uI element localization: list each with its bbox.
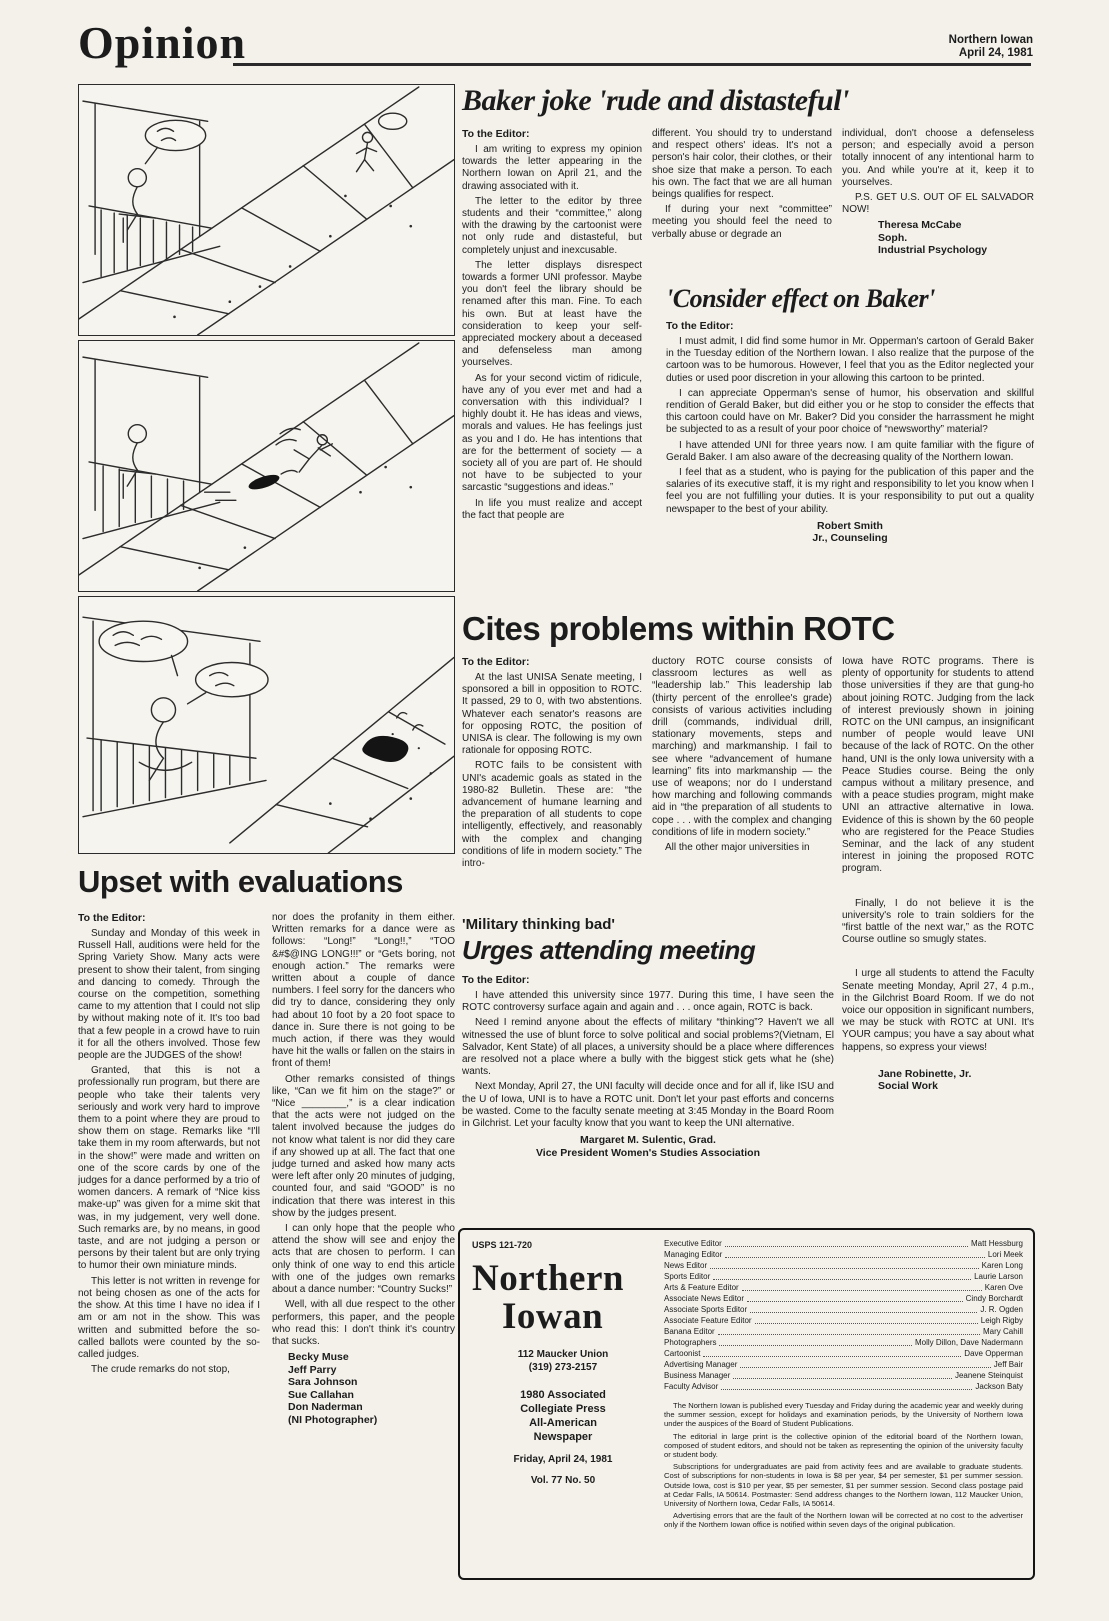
masthead-logo-line1: Northern xyxy=(472,1258,624,1299)
baker-col3-text xyxy=(842,128,1034,216)
dot-leader xyxy=(725,1246,968,1247)
dot-leader xyxy=(750,1312,977,1313)
staff-name: Dave Opperman xyxy=(964,1349,1023,1358)
usps-number: USPS 121-720 xyxy=(472,1240,533,1250)
signature-line: Jeff Parry xyxy=(288,1363,337,1376)
baker-paragraph: In life you must realize and accept the fact that people are xyxy=(462,497,642,521)
dot-leader xyxy=(742,1290,982,1291)
consider-paragraph: I must admit, I did find some humor in Mr. Opperman's cartoon of Gerald Baker in the Tuesday edition of the Northern Iowan. I also realize that the purpose of the cartoon was to be humorous. However, I feel that you as the Editor neglected your duties or used poor discretion in your allowing this cartoon to be printed. xyxy=(666,336,1034,384)
rotc-paragraph: Iowa have ROTC programs. There is plenty of opportunity for students to attend those universities if they are that gung-ho about joining ROTC. Judging from the lack of interest previously shown in joining ROTC on the UNI campus, an insignificant number of people would leave UNI because of the lack of ROTC. On the other hand, UNI is the only Iowa university with a Peace Studies course. Being the only campus without a military presence, and with a peace studies program, might make UNI an attractive alternative in Iowa. Evidence of this is shown by the 60 people who are registered for the Peace Studies Seminar, and the lack of any student interest in joining the proposed ROTC program. xyxy=(842,656,1034,875)
dot-leader xyxy=(755,1323,978,1324)
rotc-paragraph: I urge all students to attend the Faculty Senate meeting Monday, April 27, 4 p.m., in the Gilchrist Board Room. If we do not voice our opposition in significant numbers, we may be stuck with ROTC at UNI. It's YOUR campus; you have a say about what happens, so express your views! xyxy=(842,968,1034,1053)
evaluations-col1-text xyxy=(78,928,260,1376)
rotc-paragraph: ROTC fails to be consistent with UNI's academic goals as stated in the 1980-82 Bulletin. These are: “the advancement of humane learning and the preparation of all students to cope intelligently, effectively, and reasonably with the complex and changing conditions of life in modern society.” The intro- xyxy=(462,760,642,870)
staff-role: Managing Editor xyxy=(664,1250,723,1259)
baker-paragraph: P.S. GET U.S. OUT OF EL SALVADOR NOW! xyxy=(842,192,1034,216)
baker-signature xyxy=(842,219,1034,257)
dot-leader xyxy=(721,1389,972,1390)
evaluations-paragraph: Well, with all due respect to the other performers, this paper, and the people who read this: I don't think it's country that sucks. xyxy=(272,1299,455,1347)
signature-line: Becky Muse xyxy=(288,1351,349,1364)
comic-panel-1-drawing xyxy=(79,85,454,335)
staff-name: Cindy Borchardt xyxy=(965,1294,1023,1303)
staff-row xyxy=(664,1348,1023,1359)
paper-name: Northern Iowan xyxy=(948,34,1033,46)
staff-name: Karen Long xyxy=(981,1261,1023,1270)
rotc-paragraph: At the last UNISA Senate meeting, I sponsored a bill in opposition to ROTC. It passed, 29 to 0, with two abstentions. Whatever each senator's reasons are for opposing ROTC, the position of UNISA is clear. The following is my own rationale for opposing ROTC. xyxy=(462,672,642,757)
paper-id xyxy=(949,34,1033,60)
evaluations-paragraph: nor does the profanity in them either. Written remarks for a dance were as follows: “Long!” “Long!!,” “TOO &#$@ING LONG!!!” or “Gets boring, not enough action.” The remarks were written about a couple of dance numbers. I feel sorry for the dancers who did try to dance, considering they only had about 10 foot by a 20 foot space to dance in. Sure there is not going to be much action, if there was they would have hit the walls or fallen on the stairs in front of them! xyxy=(272,912,455,1070)
baker-paragraph: If during your next “committee” meeting you should feel the need to verbally abuse or degrade an xyxy=(652,204,832,240)
baker-article-column-2 xyxy=(652,128,832,278)
staff-role: Associate Sports Editor xyxy=(664,1305,748,1314)
signature-line: (NI Photographer) xyxy=(288,1413,378,1426)
award-line: 1980 Associated xyxy=(520,1389,606,1401)
evaluations-article-headline: Upset with evaluations xyxy=(78,864,403,899)
page-header xyxy=(78,16,1033,76)
staff-role: Associate Feature Editor xyxy=(664,1316,752,1325)
staff-row xyxy=(664,1326,1023,1337)
masthead-address: 112 Maucker Union xyxy=(517,1349,609,1360)
staff-name: Jeanene Steinquist xyxy=(954,1371,1023,1380)
comic-panel-3-drawing xyxy=(79,597,454,853)
award-line: Collegiate Press xyxy=(520,1403,606,1415)
masthead-logo-line2: Iowan xyxy=(502,1296,604,1337)
signature-line: Industrial Psychology xyxy=(878,244,988,257)
meeting-article xyxy=(462,916,834,1159)
rotc-article-column-3 xyxy=(842,656,1034,1216)
staff-name: Karen Ove xyxy=(984,1283,1023,1292)
dot-leader xyxy=(740,1367,990,1368)
fine-print-paragraph: The Northern Iowan is published every Tuesday and Friday during the academic year and weekly during the summer session, except for holidays and examination periods, by the University of Northern Iowa under the auspices of the Board of Student Publications. xyxy=(664,1401,1023,1429)
dot-leader xyxy=(713,1279,971,1280)
signature-line: Sue Callahan xyxy=(288,1388,354,1401)
meeting-article-kicker: 'Military thinking bad' xyxy=(462,916,615,933)
staff-role: Photographers xyxy=(664,1338,717,1347)
masthead-fine-print xyxy=(664,1401,1023,1530)
dot-leader xyxy=(747,1301,963,1302)
salutation: To the Editor: xyxy=(462,656,530,668)
signature-line: Theresa McCabe xyxy=(878,219,962,232)
award-line: All-American xyxy=(529,1417,597,1429)
evaluations-paragraph: I can only hope that the people who attend the show will see and enjoy the acts that are chosen to perform. I can only think of one way to end this article with one of the judges own remarks about a dance number: “Country Sucks!” xyxy=(272,1223,455,1296)
baker-article-column-3 xyxy=(842,128,1034,298)
dot-leader xyxy=(703,1356,961,1357)
staff-role: Arts & Feature Editor xyxy=(664,1283,739,1292)
baker-paragraph: As for your second victim of ridicule, have any of you ever met and had a conversation with this individual? I highly doubt it. He has ideas and views, morals and values. He has feelings just as you and I do. He has intentions that are for the betterment of society — a society all of you are part of. He should not have to be subjected to your sarcastic “suggestions and ideas.” xyxy=(462,372,642,494)
salutation: To the Editor: xyxy=(462,974,530,986)
salutation: To the Editor: xyxy=(666,320,734,332)
evaluations-paragraph: The crude remarks do not stop, xyxy=(91,1364,230,1376)
staff-role: Faculty Advisor xyxy=(664,1382,719,1391)
rotc-article-headline: Cites problems within ROTC xyxy=(462,610,895,647)
staff-role: Banana Editor xyxy=(664,1327,715,1336)
staff-row xyxy=(664,1293,1023,1304)
fine-print-paragraph: The editorial in large print is the collective opinion of the editorial board of the Northern Iowan, composed of student editors, and should not be taken as representing the opinion of the university faculty or student body. xyxy=(664,1431,1023,1460)
rotc-paragraph: ductory ROTC course consists of classroom lectures as well as “leadership lab.” This leadership lab (thirty percent of the enrollee's grade) consists of various activities including drill (commands, individual drill, stationary movements, steps and marching) and markmanship. I fail to see where “advancement of humane learning” fits into markmanship — the use of weapons; nor do I understand how marching and following commands aid in “the preparation of all students to cope . . . with the complex and changing conditions of life in modern society.” xyxy=(652,656,832,838)
rotc-col3-text xyxy=(842,656,1034,1054)
masthead-box xyxy=(458,1228,1035,1580)
staff-row xyxy=(664,1370,1023,1381)
staff-role: Cartoonist xyxy=(664,1349,701,1358)
staff-row xyxy=(664,1260,1023,1271)
editorial-cartoon xyxy=(78,84,455,858)
evaluations-signature xyxy=(272,1351,455,1426)
masthead-right xyxy=(660,1230,1033,1578)
evaluations-paragraph: Sunday and Monday of this week in Russell Hall, auditions were held for the Spring Variety Show. Many acts were present to show their talent, from singing and dancing to comedy. Through the course on the competition, something came to my attention that I could not slip by without making note of it. It's too bad that a few people in a crowd have to ruin it for all the others involved. Those few people are the JUDGES of the show! xyxy=(78,928,260,1062)
header-rule xyxy=(233,63,1031,66)
rotc-col2-text xyxy=(652,656,832,854)
baker-article-column-1 xyxy=(462,128,642,620)
staff-row xyxy=(664,1359,1023,1370)
staff-role: Associate News Editor xyxy=(664,1294,745,1303)
staff-name: Matt Hessburg xyxy=(970,1239,1023,1248)
baker-paragraph: The letter displays disrespect towards a former UNI professor. Maybe you don't feel the library should be renamed after this man. Fine. To each his own. But at least have the consideration to keep your self-appreciated mockery about a deceased and defenseless man among yourselves. xyxy=(462,259,642,369)
staff-row xyxy=(664,1238,1023,1249)
signature-line: Margaret M. Sulentic, Grad. xyxy=(580,1134,716,1147)
staff-name: Laurie Larson xyxy=(974,1272,1023,1281)
section-title: Opinion xyxy=(78,17,247,68)
dot-leader xyxy=(733,1378,952,1379)
staff-row xyxy=(664,1304,1023,1315)
staff-row xyxy=(664,1249,1023,1260)
meeting-text xyxy=(462,990,834,1130)
rotc-paragraph: All the other major universities in xyxy=(665,842,810,854)
rotc-signature xyxy=(842,1068,1034,1093)
consider-paragraph: I feel that as a student, who is paying for the publication of this paper and the salaries of its executive staff, it is my right and responsibility to let you know when I feel you are not fulfilling your duties. It is your responsibility to put out a quality newspaper to the best of your ability. xyxy=(666,467,1034,515)
rotc-article-column-1 xyxy=(462,656,642,910)
staff-row xyxy=(664,1271,1023,1282)
signature-line: Soph. xyxy=(878,231,908,244)
consider-article-headline: 'Consider effect on Baker' xyxy=(666,284,935,313)
staff-list xyxy=(664,1238,1023,1392)
staff-name: Mary Cahill xyxy=(982,1327,1023,1336)
staff-name: Leigh Rigby xyxy=(980,1316,1023,1325)
signature-line: Don Naderman xyxy=(288,1401,363,1414)
staff-role: Advertising Manager xyxy=(664,1360,738,1369)
evaluations-article-column-2 xyxy=(272,912,455,1612)
signature-line: Jr., Counseling xyxy=(812,532,888,545)
rotc-article-column-2 xyxy=(652,656,832,912)
staff-name: J. R. Ogden xyxy=(980,1305,1023,1314)
fine-print-paragraph: Subscriptions for undergraduates are paid from activity fees and are available to graduate students. Cost of subscriptions for non-students in Iowa is $8 per year, $4 per semester, $1 per summer session. Outside Iowa, cost is $10 per year, $5 per semester, $1 per summer session. Second class postage paid at Cedar Falls, IA 50614. Postmaster: Send address changes to the Northern Iowan, 112 Maucker Union, University of Northern Iowa, Cedar Falls, IA 50614. xyxy=(664,1462,1023,1509)
fine-print-paragraph: Advertising errors that are the fault of the Northern Iowan will be corrected at no cost to the advertiser only if the Northern Iowan office is notified within seven days of the original publication. xyxy=(664,1511,1023,1530)
signature-line: Social Work xyxy=(878,1080,938,1093)
meeting-paragraph: Need I remind anyone about the effects of military “thinking”? Haven't we all witnessed the use of blunt force to solve political and social problems?(Vietnam, El Salvador, Kent State) of all places, a university should be a place where differences are resolved not a place where a bully with the biggest stick gets what he (she) wants. xyxy=(462,1017,834,1078)
baker-col2-text xyxy=(652,128,832,241)
award-line: Newspaper xyxy=(533,1431,593,1443)
staff-role: News Editor xyxy=(664,1261,708,1270)
dot-leader xyxy=(719,1345,911,1346)
rotc-paragraph: Finally, I do not believe it is the university's role to train soldiers for the “first battle of the next war,” as the ROTC Course outline so smugly states. xyxy=(842,897,1034,946)
baker-paragraph: different. You should try to understand and respect others' ideas. It's not a person's hair color, their clothes, or their shoe size that make a person. To each his own. The fact that we are all human beings qualifies for respect. xyxy=(652,128,832,201)
dot-leader xyxy=(725,1257,985,1258)
paper-date: April 24, 1981 xyxy=(958,47,1033,59)
masthead-volume: Vol. 77 No. 50 xyxy=(530,1475,596,1486)
evaluations-paragraph: Granted, that this is not a professionally run program, but there are people who take their talents very seriously and work very hard to improve them to a point where they are proud to show them on stage. Remarks like “I'll take them in my room afterwards, but not in the show!” were made and written on one of the score cards by one of the judges for a dance performed by a trio of women dancers. A remark of “Nice kiss make-up” was given for a mime skit that was, in my judgement, very well done. Such remarks are, by no means, in good taste, and are not judging a person or persons by their talent but are only trying to humor their own miniature minds. xyxy=(78,1065,260,1272)
baker-paragraph: I am writing to express my opinion towards the letter appearing in the Northern Iowan on April 21, and the drawing associated with it. xyxy=(462,144,642,192)
staff-role: Sports Editor xyxy=(664,1272,711,1281)
staff-row xyxy=(664,1282,1023,1293)
masthead-left xyxy=(460,1230,660,1578)
baker-paragraph: individual, don't choose a defenseless person; and especially avoid a person totally innocent of any intentional harm to you. And while you're at it, keep it to yourselves. xyxy=(842,128,1034,188)
meeting-signature xyxy=(462,1134,834,1159)
staff-row xyxy=(664,1381,1023,1392)
staff-name: Lori Meek xyxy=(987,1250,1023,1259)
masthead-contact xyxy=(472,1348,654,1374)
signature-line: Sara Johnson xyxy=(288,1376,358,1389)
salutation: To the Editor: xyxy=(462,128,530,140)
baker-paragraph: The letter to the editor by three students and their “committee,” along with the drawing by the cartoonist were not only rude and distasteful, but completely unjust and inexcusable. xyxy=(462,195,642,256)
consider-article-body xyxy=(666,320,1034,545)
baker-col1-text xyxy=(462,144,642,522)
masthead-issue-date: Friday, April 24, 1981 xyxy=(513,1454,613,1465)
evaluations-paragraph: This letter is not written in revenge for not being chosen as one of the acts for the show. At this time I have no idea if I am or am not in the show. This was written and submitted before the so-called ballots were counted by the so-called judges. xyxy=(78,1275,260,1360)
dot-leader xyxy=(710,1268,979,1269)
signature-line: Robert Smith xyxy=(817,519,883,532)
signature-line: Jane Robinette, Jr. xyxy=(878,1067,972,1080)
consider-paragraph: I have attended UNI for three years now. I am quite familiar with the figure of Gerald Baker. I am also aware of the decreasing quality of the Northern Iowan. xyxy=(666,439,1034,463)
dot-leader xyxy=(718,1334,980,1335)
comic-panel-2 xyxy=(78,340,455,592)
evaluations-paragraph: Other remarks consisted of things like, “Can we fit him on the stage?” or “Nice ________,” is a clear indication that the acts were not judged on the talent involved because the judges do not know what talent is nor did they care if any showed up at all. The fact that one judge turned and asked how many acts were left after only 20 minutes of judging, counted four, and said “GOOD” is no indication that there was interest in this show by the judges present. xyxy=(272,1073,455,1219)
comic-panel-3 xyxy=(78,596,455,854)
comic-panel-2-drawing xyxy=(79,341,454,591)
rotc-col1-text xyxy=(462,672,642,870)
staff-name: Molly Dillon, Dave Nadermann xyxy=(914,1338,1023,1347)
staff-row xyxy=(664,1315,1023,1326)
staff-role: Executive Editor xyxy=(664,1239,722,1248)
staff-row xyxy=(664,1337,1023,1348)
consider-paragraph: I can appreciate Opperman's sense of humor, his observation and skillful rendition of Gerald Baker, but did either you or he stop to consider the effects that this cartoon could have on Mr. Baker? Did you consider the harrassment he might be subjected to as a result of your poor choice of “newsworthy” material? xyxy=(666,387,1034,436)
consider-text xyxy=(666,336,1034,516)
meeting-paragraph: I have attended this university since 1977. During this time, I have seen the ROTC controversy surface again and again and . . . once again, ROTC is back. xyxy=(462,990,834,1014)
meeting-paragraph: Next Monday, April 27, the UNI faculty will decide once and for all if, like ISU and the U of Iowa, UNI is to have a ROTC unit. Don't let your past efforts and concerns be wasted. Come to the faculty senate meeting at 3:45 Monday in the Board Room in Gilchrist. Let your faculty know that you want to keep the UNI alternative. xyxy=(462,1081,834,1130)
masthead-awards xyxy=(472,1388,654,1444)
salutation: To the Editor: xyxy=(78,912,146,924)
evaluations-article-column-1 xyxy=(78,912,260,1582)
meeting-article-headline: Urges attending meeting xyxy=(462,935,756,965)
masthead-phone: (319) 273-2157 xyxy=(528,1362,598,1373)
baker-article-headline: Baker joke 'rude and distasteful' xyxy=(462,84,849,117)
signature-line: Vice President Women's Studies Association xyxy=(535,1146,761,1159)
consider-signature xyxy=(666,520,1034,545)
evaluations-col2-text xyxy=(272,912,455,1348)
staff-name: Jeff Bair xyxy=(993,1360,1023,1369)
comic-panel-1 xyxy=(78,84,455,336)
staff-name: Jackson Baty xyxy=(975,1382,1023,1391)
staff-role: Business Manager xyxy=(664,1371,731,1380)
